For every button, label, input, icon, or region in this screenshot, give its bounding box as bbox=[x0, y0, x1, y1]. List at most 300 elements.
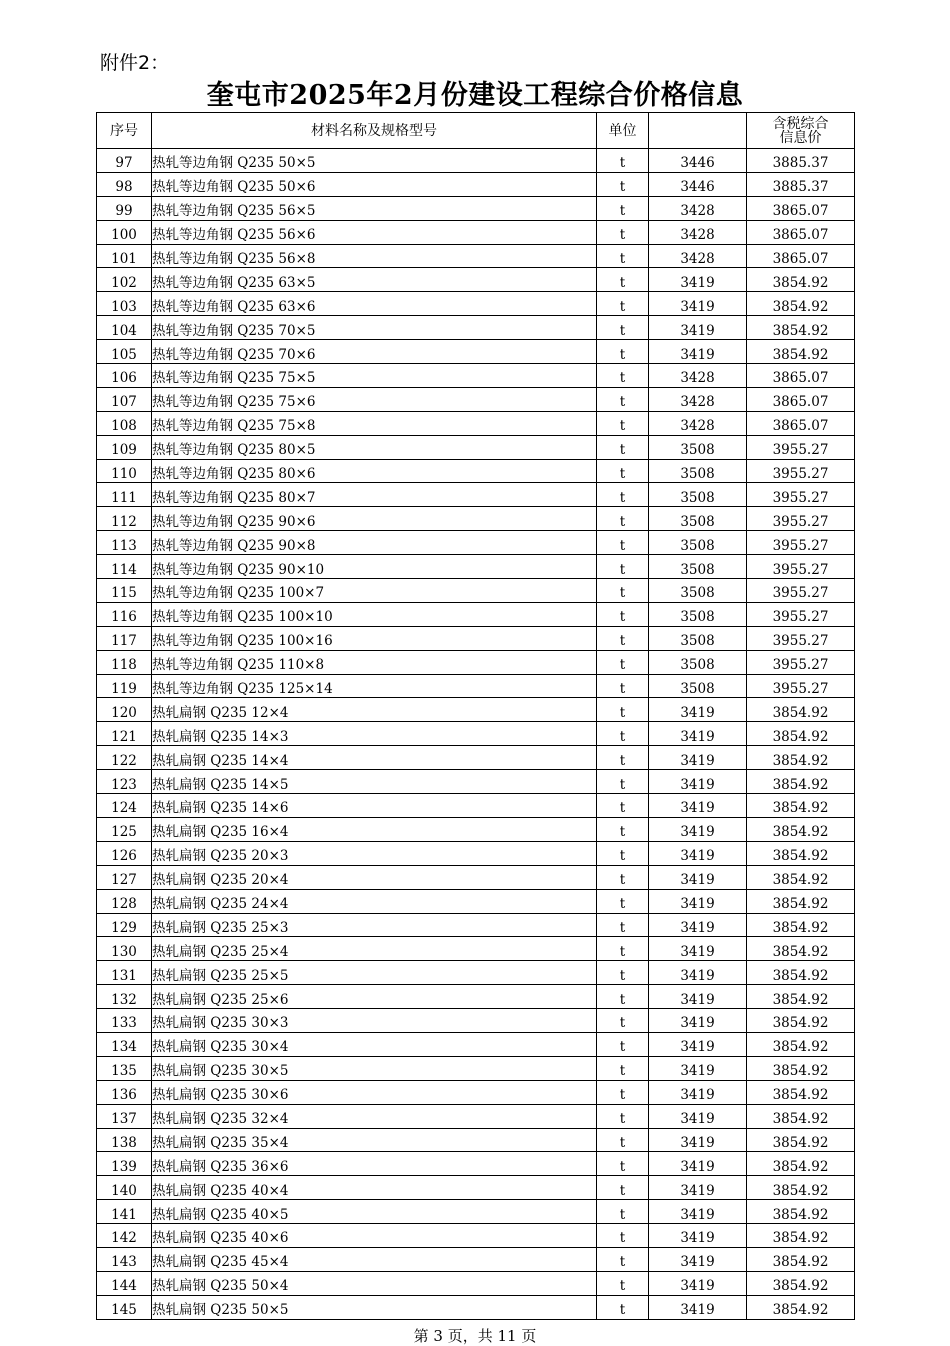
row-tax-price: 3955.27 bbox=[747, 602, 855, 626]
row-index: 144 bbox=[97, 1271, 152, 1295]
row-tax-price: 3955.27 bbox=[747, 650, 855, 674]
row-base-price: 3508 bbox=[649, 555, 747, 579]
row-base-price: 3419 bbox=[649, 292, 747, 316]
row-index: 114 bbox=[97, 555, 152, 579]
table-row bbox=[97, 770, 855, 794]
row-base-price: 3419 bbox=[649, 1056, 747, 1080]
row-material-name: 热轧扁钢 Q235 25×5 bbox=[152, 961, 597, 985]
row-index: 136 bbox=[97, 1080, 152, 1104]
table-row bbox=[97, 626, 855, 650]
row-tax-price: 3854.92 bbox=[747, 985, 855, 1009]
row-material-name: 热轧等边角钢 Q235 50×5 bbox=[152, 149, 597, 173]
row-material-name: 热轧扁钢 Q235 40×6 bbox=[152, 1224, 597, 1248]
row-unit: t bbox=[597, 650, 649, 674]
row-unit: t bbox=[597, 316, 649, 340]
row-base-price: 3508 bbox=[649, 459, 747, 483]
table-row bbox=[97, 459, 855, 483]
row-base-price: 3508 bbox=[649, 650, 747, 674]
row-tax-price: 3854.92 bbox=[747, 1152, 855, 1176]
row-tax-price: 3854.92 bbox=[747, 961, 855, 985]
row-index: 119 bbox=[97, 674, 152, 698]
row-tax-price: 3885.37 bbox=[747, 172, 855, 196]
row-index: 142 bbox=[97, 1224, 152, 1248]
header-name: 材料名称及规格型号 bbox=[152, 113, 597, 149]
table-row bbox=[97, 698, 855, 722]
row-base-price: 3419 bbox=[649, 794, 747, 818]
row-base-price: 3419 bbox=[649, 817, 747, 841]
row-material-name: 热轧扁钢 Q235 25×6 bbox=[152, 985, 597, 1009]
table-row bbox=[97, 961, 855, 985]
row-tax-price: 3955.27 bbox=[747, 626, 855, 650]
row-tax-price: 3955.27 bbox=[747, 435, 855, 459]
table-row bbox=[97, 1032, 855, 1056]
row-base-price: 3508 bbox=[649, 602, 747, 626]
table-row bbox=[97, 579, 855, 603]
table-row bbox=[97, 1271, 855, 1295]
row-material-name: 热轧等边角钢 Q235 56×6 bbox=[152, 220, 597, 244]
row-index: 127 bbox=[97, 865, 152, 889]
row-index: 145 bbox=[97, 1295, 152, 1319]
row-tax-price: 3854.92 bbox=[747, 817, 855, 841]
row-unit: t bbox=[597, 746, 649, 770]
table-row bbox=[97, 650, 855, 674]
row-base-price: 3419 bbox=[649, 865, 747, 889]
row-material-name: 热轧等边角钢 Q235 56×5 bbox=[152, 196, 597, 220]
page-title: 奎屯市2025年2月份建设工程综合价格信息 bbox=[206, 80, 744, 111]
row-material-name: 热轧等边角钢 Q235 75×8 bbox=[152, 411, 597, 435]
row-index: 115 bbox=[97, 579, 152, 603]
row-index: 101 bbox=[97, 244, 152, 268]
row-material-name: 热轧扁钢 Q235 14×5 bbox=[152, 770, 597, 794]
row-tax-price: 3854.92 bbox=[747, 1200, 855, 1224]
row-index: 118 bbox=[97, 650, 152, 674]
row-base-price: 3419 bbox=[649, 841, 747, 865]
row-index: 132 bbox=[97, 985, 152, 1009]
row-tax-price: 3854.92 bbox=[747, 865, 855, 889]
row-base-price: 3508 bbox=[649, 674, 747, 698]
row-index: 137 bbox=[97, 1104, 152, 1128]
row-index: 108 bbox=[97, 411, 152, 435]
header-price-line1: 含税综合 bbox=[772, 115, 829, 132]
row-material-name: 热轧等边角钢 Q235 80×6 bbox=[152, 459, 597, 483]
row-base-price: 3419 bbox=[649, 1128, 747, 1152]
row-index: 122 bbox=[97, 746, 152, 770]
table-row bbox=[97, 1080, 855, 1104]
table-row bbox=[97, 507, 855, 531]
row-unit: t bbox=[597, 1224, 649, 1248]
row-index: 106 bbox=[97, 364, 152, 388]
table-row bbox=[97, 340, 855, 364]
row-material-name: 热轧扁钢 Q235 14×6 bbox=[152, 794, 597, 818]
row-material-name: 热轧等边角钢 Q235 90×8 bbox=[152, 531, 597, 555]
row-unit: t bbox=[597, 1104, 649, 1128]
row-unit: t bbox=[597, 1152, 649, 1176]
row-tax-price: 3955.27 bbox=[747, 579, 855, 603]
table-row bbox=[97, 1295, 855, 1319]
row-material-name: 热轧等边角钢 Q235 100×16 bbox=[152, 626, 597, 650]
row-base-price: 3419 bbox=[649, 1247, 747, 1271]
row-material-name: 热轧等边角钢 Q235 125×14 bbox=[152, 674, 597, 698]
row-index: 109 bbox=[97, 435, 152, 459]
table-row bbox=[97, 555, 855, 579]
row-unit: t bbox=[597, 817, 649, 841]
row-material-name: 热轧等边角钢 Q235 75×6 bbox=[152, 387, 597, 411]
row-index: 120 bbox=[97, 698, 152, 722]
row-base-price: 3419 bbox=[649, 770, 747, 794]
row-index: 102 bbox=[97, 268, 152, 292]
row-tax-price: 3854.92 bbox=[747, 746, 855, 770]
row-index: 131 bbox=[97, 961, 152, 985]
table-row bbox=[97, 531, 855, 555]
row-material-name: 热轧等边角钢 Q235 80×5 bbox=[152, 435, 597, 459]
row-material-name: 热轧扁钢 Q235 14×3 bbox=[152, 722, 597, 746]
row-index: 105 bbox=[97, 340, 152, 364]
row-unit: t bbox=[597, 1295, 649, 1319]
row-material-name: 热轧等边角钢 Q235 63×6 bbox=[152, 292, 597, 316]
row-material-name: 热轧扁钢 Q235 35×4 bbox=[152, 1128, 597, 1152]
row-material-name: 热轧扁钢 Q235 40×5 bbox=[152, 1200, 597, 1224]
row-base-price: 3428 bbox=[649, 196, 747, 220]
row-index: 141 bbox=[97, 1200, 152, 1224]
row-base-price: 3419 bbox=[649, 1032, 747, 1056]
table-row bbox=[97, 1009, 855, 1033]
table-row bbox=[97, 1128, 855, 1152]
row-base-price: 3428 bbox=[649, 220, 747, 244]
row-tax-price: 3854.92 bbox=[747, 841, 855, 865]
row-index: 112 bbox=[97, 507, 152, 531]
row-unit: t bbox=[597, 1247, 649, 1271]
row-material-name: 热轧等边角钢 Q235 110×8 bbox=[152, 650, 597, 674]
row-material-name: 热轧扁钢 Q235 24×4 bbox=[152, 889, 597, 913]
row-unit: t bbox=[597, 531, 649, 555]
row-material-name: 热轧扁钢 Q235 50×4 bbox=[152, 1271, 597, 1295]
row-unit: t bbox=[597, 698, 649, 722]
row-index: 135 bbox=[97, 1056, 152, 1080]
table-row bbox=[97, 172, 855, 196]
row-index: 100 bbox=[97, 220, 152, 244]
row-base-price: 3508 bbox=[649, 507, 747, 531]
row-base-price: 3419 bbox=[649, 1080, 747, 1104]
table-row bbox=[97, 722, 855, 746]
row-base-price: 3419 bbox=[649, 268, 747, 292]
row-material-name: 热轧扁钢 Q235 30×6 bbox=[152, 1080, 597, 1104]
row-index: 117 bbox=[97, 626, 152, 650]
row-material-name: 热轧等边角钢 Q235 80×7 bbox=[152, 483, 597, 507]
row-base-price: 3508 bbox=[649, 483, 747, 507]
row-index: 138 bbox=[97, 1128, 152, 1152]
price-table bbox=[96, 112, 855, 1320]
row-unit: t bbox=[597, 268, 649, 292]
table-row bbox=[97, 1056, 855, 1080]
row-base-price: 3428 bbox=[649, 387, 747, 411]
row-material-name: 热轧等边角钢 Q235 75×5 bbox=[152, 364, 597, 388]
row-material-name: 热轧扁钢 Q235 30×3 bbox=[152, 1009, 597, 1033]
row-index: 139 bbox=[97, 1152, 152, 1176]
row-unit: t bbox=[597, 555, 649, 579]
row-base-price: 3419 bbox=[649, 961, 747, 985]
row-material-name: 热轧扁钢 Q235 16×4 bbox=[152, 817, 597, 841]
table-row bbox=[97, 292, 855, 316]
row-material-name: 热轧等边角钢 Q235 63×5 bbox=[152, 268, 597, 292]
row-index: 113 bbox=[97, 531, 152, 555]
row-base-price: 3419 bbox=[649, 913, 747, 937]
row-unit: t bbox=[597, 459, 649, 483]
table-row bbox=[97, 674, 855, 698]
row-index: 143 bbox=[97, 1247, 152, 1271]
row-unit: t bbox=[597, 770, 649, 794]
row-base-price: 3446 bbox=[649, 149, 747, 173]
row-tax-price: 3854.92 bbox=[747, 292, 855, 316]
row-index: 104 bbox=[97, 316, 152, 340]
row-base-price: 3419 bbox=[649, 722, 747, 746]
table-row bbox=[97, 817, 855, 841]
table-row bbox=[97, 746, 855, 770]
row-tax-price: 3854.92 bbox=[747, 937, 855, 961]
row-index: 126 bbox=[97, 841, 152, 865]
row-base-price: 3428 bbox=[649, 244, 747, 268]
row-unit: t bbox=[597, 435, 649, 459]
row-tax-price: 3955.27 bbox=[747, 531, 855, 555]
page-footer: 第 3 页，共 11 页 bbox=[413, 1327, 537, 1345]
row-base-price: 3419 bbox=[649, 889, 747, 913]
row-unit: t bbox=[597, 961, 649, 985]
row-unit: t bbox=[597, 196, 649, 220]
row-index: 121 bbox=[97, 722, 152, 746]
table-body bbox=[97, 149, 855, 1320]
row-tax-price: 3955.27 bbox=[747, 555, 855, 579]
row-unit: t bbox=[597, 220, 649, 244]
row-tax-price: 3955.27 bbox=[747, 459, 855, 483]
row-material-name: 热轧等边角钢 Q235 100×7 bbox=[152, 579, 597, 603]
table-row bbox=[97, 387, 855, 411]
table-row bbox=[97, 985, 855, 1009]
row-unit: t bbox=[597, 1200, 649, 1224]
row-base-price: 3508 bbox=[649, 579, 747, 603]
row-index: 98 bbox=[97, 172, 152, 196]
row-tax-price: 3854.92 bbox=[747, 913, 855, 937]
row-unit: t bbox=[597, 340, 649, 364]
row-unit: t bbox=[597, 387, 649, 411]
table-row bbox=[97, 602, 855, 626]
row-base-price: 3419 bbox=[649, 316, 747, 340]
row-material-name: 热轧扁钢 Q235 36×6 bbox=[152, 1152, 597, 1176]
row-tax-price: 3854.92 bbox=[747, 1224, 855, 1248]
row-tax-price: 3854.92 bbox=[747, 794, 855, 818]
table-row bbox=[97, 364, 855, 388]
row-tax-price: 3885.37 bbox=[747, 149, 855, 173]
attachment-label: 附件2： bbox=[100, 52, 170, 74]
row-tax-price: 3854.92 bbox=[747, 1176, 855, 1200]
row-unit: t bbox=[597, 1176, 649, 1200]
row-unit: t bbox=[597, 602, 649, 626]
row-base-price: 3419 bbox=[649, 1104, 747, 1128]
row-index: 128 bbox=[97, 889, 152, 913]
table-row bbox=[97, 1247, 855, 1271]
row-unit: t bbox=[597, 1128, 649, 1152]
table-row bbox=[97, 889, 855, 913]
table-row bbox=[97, 1152, 855, 1176]
row-index: 103 bbox=[97, 292, 152, 316]
row-base-price: 3419 bbox=[649, 1200, 747, 1224]
row-unit: t bbox=[597, 937, 649, 961]
row-tax-price: 3854.92 bbox=[747, 1247, 855, 1271]
row-tax-price: 3865.07 bbox=[747, 364, 855, 388]
table-row bbox=[97, 841, 855, 865]
table-row bbox=[97, 1224, 855, 1248]
row-unit: t bbox=[597, 1080, 649, 1104]
table-row bbox=[97, 268, 855, 292]
row-material-name: 热轧等边角钢 Q235 90×10 bbox=[152, 555, 597, 579]
row-tax-price: 3865.07 bbox=[747, 196, 855, 220]
row-tax-price: 3955.27 bbox=[747, 483, 855, 507]
row-base-price: 3419 bbox=[649, 698, 747, 722]
table-header-row bbox=[97, 113, 855, 149]
header-unit: 单位 bbox=[597, 113, 649, 149]
row-material-name: 热轧扁钢 Q235 12×4 bbox=[152, 698, 597, 722]
row-unit: t bbox=[597, 579, 649, 603]
row-material-name: 热轧扁钢 Q235 14×4 bbox=[152, 746, 597, 770]
table-row bbox=[97, 794, 855, 818]
row-tax-price: 3865.07 bbox=[747, 387, 855, 411]
row-material-name: 热轧扁钢 Q235 30×4 bbox=[152, 1032, 597, 1056]
row-unit: t bbox=[597, 1009, 649, 1033]
row-tax-price: 3854.92 bbox=[747, 340, 855, 364]
row-material-name: 热轧等边角钢 Q235 90×6 bbox=[152, 507, 597, 531]
row-unit: t bbox=[597, 244, 649, 268]
row-tax-price: 3854.92 bbox=[747, 722, 855, 746]
row-material-name: 热轧扁钢 Q235 40×4 bbox=[152, 1176, 597, 1200]
table-row bbox=[97, 411, 855, 435]
header-price-line2: 信息价 bbox=[779, 129, 822, 146]
row-base-price: 3446 bbox=[649, 172, 747, 196]
row-tax-price: 3854.92 bbox=[747, 1009, 855, 1033]
row-index: 116 bbox=[97, 602, 152, 626]
table-row bbox=[97, 1200, 855, 1224]
row-material-name: 热轧扁钢 Q235 25×4 bbox=[152, 937, 597, 961]
row-index: 129 bbox=[97, 913, 152, 937]
row-unit: t bbox=[597, 292, 649, 316]
row-unit: t bbox=[597, 722, 649, 746]
row-tax-price: 3854.92 bbox=[747, 1295, 855, 1319]
row-unit: t bbox=[597, 841, 649, 865]
row-material-name: 热轧等边角钢 Q235 100×10 bbox=[152, 602, 597, 626]
row-base-price: 3419 bbox=[649, 1271, 747, 1295]
row-tax-price: 3854.92 bbox=[747, 1104, 855, 1128]
row-material-name: 热轧扁钢 Q235 20×3 bbox=[152, 841, 597, 865]
row-index: 124 bbox=[97, 794, 152, 818]
row-unit: t bbox=[597, 1032, 649, 1056]
row-unit: t bbox=[597, 1056, 649, 1080]
row-base-price: 3419 bbox=[649, 937, 747, 961]
row-tax-price: 3854.92 bbox=[747, 1056, 855, 1080]
table-row bbox=[97, 149, 855, 173]
row-base-price: 3419 bbox=[649, 1295, 747, 1319]
row-index: 111 bbox=[97, 483, 152, 507]
row-unit: t bbox=[597, 865, 649, 889]
row-base-price: 3419 bbox=[649, 985, 747, 1009]
table-row bbox=[97, 244, 855, 268]
row-tax-price: 3854.92 bbox=[747, 268, 855, 292]
row-material-name: 热轧扁钢 Q235 50×5 bbox=[152, 1295, 597, 1319]
row-base-price: 3428 bbox=[649, 411, 747, 435]
row-tax-price: 3854.92 bbox=[747, 1080, 855, 1104]
row-material-name: 热轧扁钢 Q235 30×5 bbox=[152, 1056, 597, 1080]
table-row bbox=[97, 483, 855, 507]
row-tax-price: 3854.92 bbox=[747, 1271, 855, 1295]
row-index: 107 bbox=[97, 387, 152, 411]
row-unit: t bbox=[597, 411, 649, 435]
header-index: 序号 bbox=[97, 113, 152, 149]
row-index: 125 bbox=[97, 817, 152, 841]
row-unit: t bbox=[597, 889, 649, 913]
row-material-name: 热轧扁钢 Q235 45×4 bbox=[152, 1247, 597, 1271]
row-unit: t bbox=[597, 674, 649, 698]
row-index: 130 bbox=[97, 937, 152, 961]
row-index: 133 bbox=[97, 1009, 152, 1033]
table-row bbox=[97, 220, 855, 244]
row-base-price: 3419 bbox=[649, 340, 747, 364]
row-unit: t bbox=[597, 507, 649, 531]
row-material-name: 热轧等边角钢 Q235 70×6 bbox=[152, 340, 597, 364]
table-row bbox=[97, 1176, 855, 1200]
row-tax-price: 3854.92 bbox=[747, 770, 855, 794]
row-index: 99 bbox=[97, 196, 152, 220]
row-base-price: 3508 bbox=[649, 531, 747, 555]
row-unit: t bbox=[597, 985, 649, 1009]
table-row bbox=[97, 913, 855, 937]
row-unit: t bbox=[597, 483, 649, 507]
row-base-price: 3419 bbox=[649, 1176, 747, 1200]
row-tax-price: 3854.92 bbox=[747, 698, 855, 722]
row-base-price: 3508 bbox=[649, 626, 747, 650]
row-material-name: 热轧等边角钢 Q235 70×5 bbox=[152, 316, 597, 340]
row-index: 97 bbox=[97, 149, 152, 173]
row-unit: t bbox=[597, 1271, 649, 1295]
row-index: 123 bbox=[97, 770, 152, 794]
table-row bbox=[97, 937, 855, 961]
row-tax-price: 3865.07 bbox=[747, 411, 855, 435]
row-tax-price: 3955.27 bbox=[747, 674, 855, 698]
row-base-price: 3419 bbox=[649, 1152, 747, 1176]
row-tax-price: 3854.92 bbox=[747, 316, 855, 340]
row-unit: t bbox=[597, 794, 649, 818]
row-tax-price: 3865.07 bbox=[747, 244, 855, 268]
row-base-price: 3508 bbox=[649, 435, 747, 459]
row-tax-price: 3854.92 bbox=[747, 1128, 855, 1152]
row-index: 140 bbox=[97, 1176, 152, 1200]
row-unit: t bbox=[597, 626, 649, 650]
row-tax-price: 3854.92 bbox=[747, 1032, 855, 1056]
row-material-name: 热轧扁钢 Q235 32×4 bbox=[152, 1104, 597, 1128]
row-unit: t bbox=[597, 364, 649, 388]
header-price bbox=[747, 113, 855, 149]
row-tax-price: 3955.27 bbox=[747, 507, 855, 531]
row-tax-price: 3854.92 bbox=[747, 889, 855, 913]
header-base bbox=[649, 113, 747, 149]
row-material-name: 热轧扁钢 Q235 20×4 bbox=[152, 865, 597, 889]
row-unit: t bbox=[597, 913, 649, 937]
row-unit: t bbox=[597, 149, 649, 173]
row-index: 110 bbox=[97, 459, 152, 483]
table-row bbox=[97, 435, 855, 459]
row-base-price: 3419 bbox=[649, 1224, 747, 1248]
row-unit: t bbox=[597, 172, 649, 196]
row-base-price: 3419 bbox=[649, 1009, 747, 1033]
table-row bbox=[97, 1104, 855, 1128]
table-row bbox=[97, 196, 855, 220]
row-material-name: 热轧扁钢 Q235 25×3 bbox=[152, 913, 597, 937]
table-row bbox=[97, 316, 855, 340]
